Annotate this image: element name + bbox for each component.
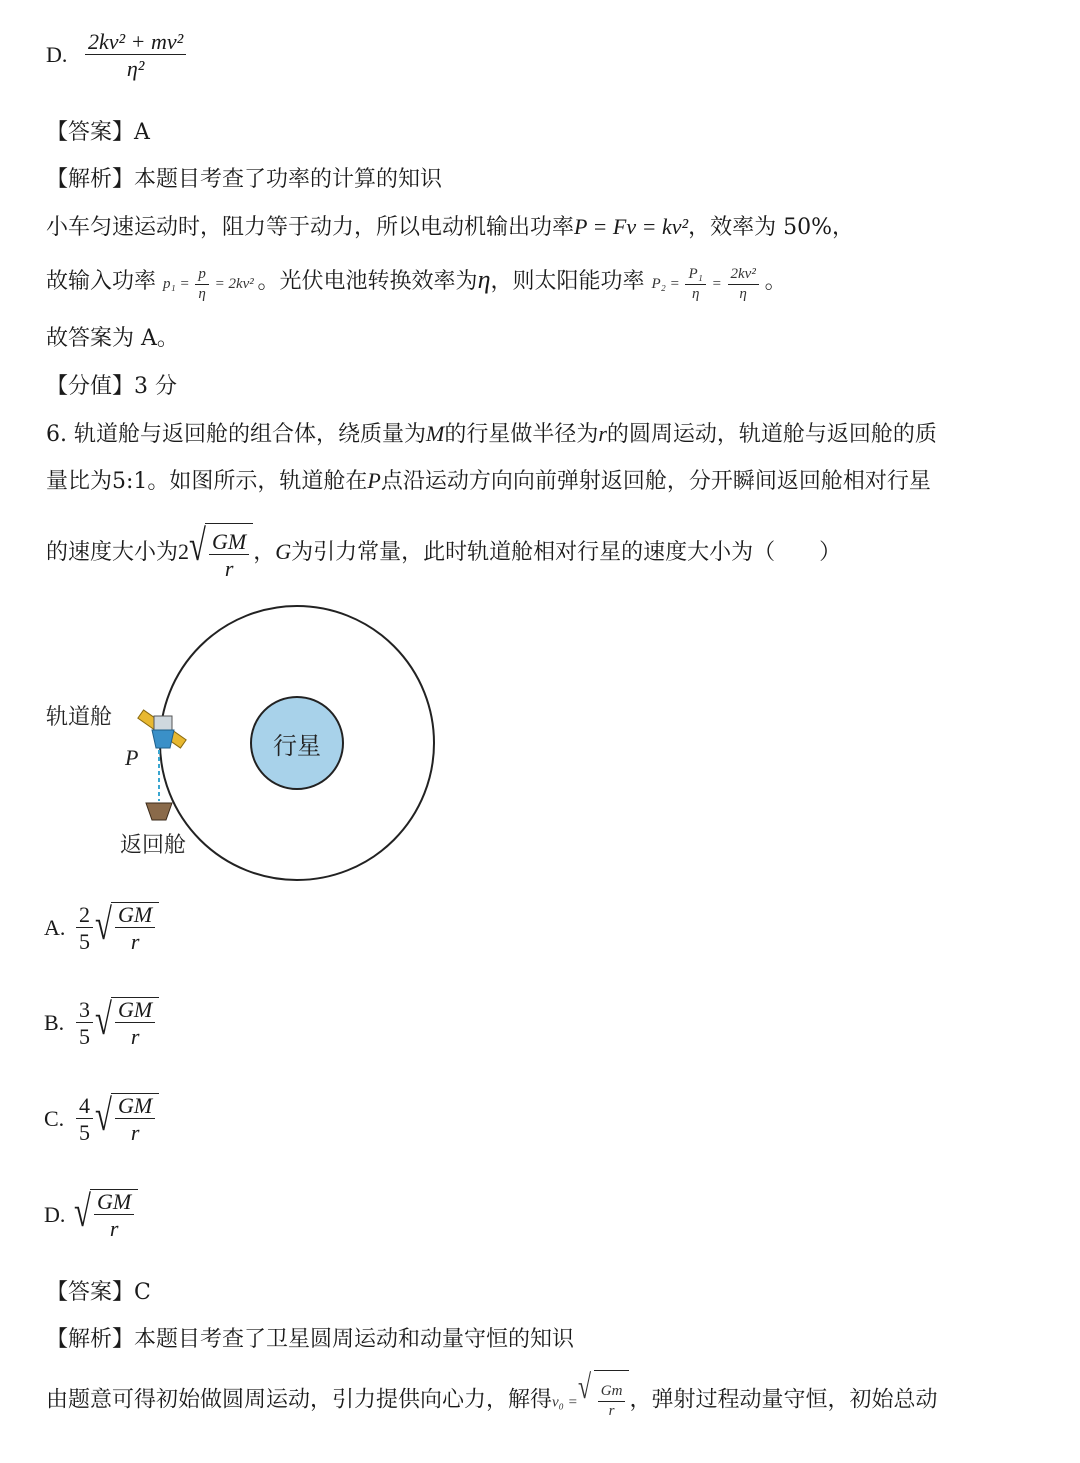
orbiter-body	[152, 730, 174, 748]
fraction-numerator: GM	[209, 530, 249, 555]
fraction-denominator: r	[224, 556, 234, 582]
fraction-denominator: η	[691, 285, 700, 302]
q6-last-line	[46, 1370, 937, 1430]
fraction-numerator: 3	[76, 998, 93, 1023]
prev-option-d	[46, 30, 188, 80]
coefficient-fraction	[76, 903, 93, 953]
fraction-numerator: Gm	[598, 1384, 626, 1402]
option-label: D.	[44, 1201, 66, 1227]
fraction-numerator: 2	[76, 903, 93, 928]
sqrt-expression: √ $\frac{GM}{r}$	[95, 1093, 159, 1144]
option-b[interactable]	[44, 997, 159, 1048]
orbiter	[138, 710, 186, 748]
score-tag: 【分值】	[46, 374, 135, 399]
text: 为引力常量，此时轨道舱相对行星的速度大小为（ ）	[291, 540, 842, 565]
text: ，则太阳能功率	[490, 269, 645, 294]
q5-score	[46, 372, 177, 402]
text: 量比为5:1。如图所示，轨道舱在	[46, 469, 368, 494]
coefficient-fraction	[76, 998, 93, 1048]
fraction-numerator: 2kv²	[728, 267, 759, 285]
answer-value: C	[134, 1280, 151, 1305]
q6-stem-line2	[46, 466, 931, 497]
q6-stem-line3	[46, 522, 841, 582]
fraction-denominator: r	[109, 1216, 119, 1242]
fraction-numerator: p	[195, 267, 209, 285]
orbiter-label: 轨道舱	[46, 705, 113, 730]
fraction-denominator: r	[608, 1402, 615, 1419]
fraction-denominator: 5	[79, 928, 90, 954]
option-label: B.	[44, 1009, 65, 1035]
fraction-denominator: 5	[79, 1023, 90, 1049]
orbiter-top	[154, 716, 172, 730]
eta-symbol: η	[477, 265, 491, 294]
option-d[interactable]	[44, 1189, 138, 1240]
q5-line1	[46, 212, 854, 243]
analysis-intro: 本题目考查了功率的计算的知识	[134, 167, 443, 192]
analysis-tag: 【解析】	[46, 167, 135, 192]
q6-answer	[46, 1278, 151, 1308]
option-label: C.	[44, 1105, 65, 1131]
analysis-intro: 本题目考查了卫星圆周运动和动量守恒的知识	[134, 1327, 575, 1352]
fraction-denominator: 5	[79, 1119, 90, 1145]
input-power-formula	[163, 265, 258, 302]
var-M: M	[426, 421, 445, 446]
option-d-fraction	[85, 30, 186, 80]
sqrt-expression: √ $\frac{GM}{r}$	[74, 1189, 138, 1240]
text: 6. 轨道舱与返回舱的组合体，绕质量为	[46, 422, 426, 447]
formula-rhs: = 2kv²	[214, 276, 254, 292]
q6-analysis	[46, 1325, 574, 1355]
option-label: D.	[46, 42, 68, 68]
text: 由题意可得初始做圆周运动，引力提供向心力，解得	[46, 1387, 553, 1413]
text: 小车匀速运动时，阻力等于动力，所以电动机输出功率	[46, 215, 575, 240]
answer-tag: 【答案】	[46, 120, 135, 145]
text: 。光伏电池转换效率为	[257, 269, 478, 294]
q5-line2	[46, 258, 787, 302]
text: 点沿运动方向向前弹射返回舱，分开瞬间返回舱相对行星	[380, 469, 931, 494]
coefficient-fraction	[76, 1094, 93, 1144]
point-label: P	[125, 745, 139, 770]
answer-value: A	[134, 120, 150, 145]
fraction-numerator: 2kv² + mv²	[85, 30, 186, 55]
text: 的速度大小为	[46, 540, 179, 565]
var-P: P	[367, 468, 381, 493]
fraction-numerator: P₁	[685, 267, 705, 285]
text: ，	[253, 540, 276, 565]
sqrt-expression: √ $\frac{GM}{r}$	[95, 997, 159, 1048]
option-a[interactable]	[44, 902, 159, 953]
option-label: A.	[44, 914, 66, 940]
text: ，效率为 50%，	[688, 215, 854, 240]
q6-stem-line1	[46, 419, 937, 450]
formula-lhs: p₁ =	[163, 276, 190, 292]
orbit-figure	[40, 598, 450, 888]
var-r: r	[598, 421, 607, 446]
return-capsule	[146, 803, 172, 820]
option-c[interactable]	[44, 1093, 159, 1144]
text: 。	[764, 269, 787, 294]
text: 的圆周运动，轨道舱与返回舱的质	[606, 422, 937, 447]
text: ，弹射过程动量守恒，初始总动	[629, 1387, 938, 1413]
q5-answer	[46, 118, 150, 148]
q5-analysis	[46, 165, 442, 195]
fraction-denominator: η	[198, 285, 206, 302]
capsule-label: 返回舱	[120, 833, 187, 858]
var-G: G	[275, 539, 292, 564]
fraction-numerator: 4	[76, 1094, 93, 1119]
fraction-denominator: η²	[126, 56, 145, 82]
fraction-denominator: r	[130, 1120, 140, 1146]
sqrt-expression: √ $\frac{Gm}{r}$	[578, 1370, 630, 1431]
text: 的行星做半径为	[444, 422, 599, 447]
analysis-tag: 【解析】	[46, 1327, 135, 1352]
answer-tag: 【答案】	[46, 1280, 135, 1305]
fraction-numerator: GM	[115, 998, 155, 1023]
equals: =	[711, 276, 722, 292]
v0-lhs: v₀ =	[552, 1394, 578, 1411]
solar-power-formula	[651, 265, 764, 302]
sqrt-expression: √ $\frac{GM}{r}$	[95, 902, 159, 953]
fraction-numerator: GM	[115, 903, 155, 928]
planet-label: 行星	[273, 732, 321, 760]
coefficient: 2	[178, 539, 190, 564]
score-value: 3 分	[134, 374, 178, 399]
fraction-numerator: GM	[115, 1094, 155, 1119]
text: 故输入功率	[46, 269, 157, 294]
formula-lhs: P₂ =	[651, 276, 680, 292]
power-formula: P = Fv = kv²	[574, 214, 689, 239]
q5-conclusion: 故答案为 A。	[46, 326, 179, 351]
fraction-denominator: η	[739, 285, 747, 302]
fraction-denominator: r	[130, 929, 140, 955]
fraction-denominator: r	[130, 1024, 140, 1050]
sqrt-expression: √ $\frac{GM}{r}$	[189, 523, 253, 584]
fraction-numerator: GM	[94, 1190, 134, 1215]
